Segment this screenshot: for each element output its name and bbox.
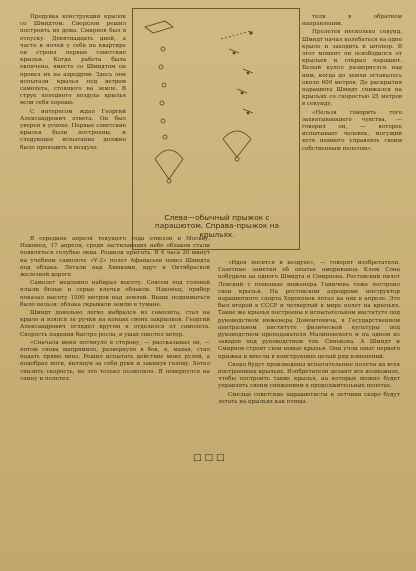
paragraph: Шмидт довольно легко выбрался из самолета, стал на крыло и взялся за ручки на концах своих закрылков. Георгий Александрович оглядел кругом и отделился от самолета. Скорость падения быстро росла, в ушах свистел ветер. (20, 310, 210, 338)
paragraph: Смелые советские парашютисты и летчики скоро будут летать на крыльях как птицы. (218, 391, 400, 405)
paragraph: «Сначала меня потянуло в сторону, — рассказывал он, — потом снова выпрямило, развернуло в бок, я, махая, стал падать прямо вниз. Решил испытать действие моих рулей, а подобрал ноги, вытянув за себя руки и закинув голову. Хотел снизить скорость, но это только позволяло. Я повернулся на спину и полетел. (20, 339, 210, 382)
paragraph: С интересом ждал Георгий Александрович ответа. Он был уверен в успехе. Первые советские крылья были построены, и следующее испытание должно было проходить в воздухе. (20, 108, 126, 151)
paragraph: В середине апреля текущего года отвезли в Москву. Наконец, 17 апреля, среди застилающих небо облаков стали появляться голубые окна. Решили прыгать. В 4 часа 20 минут на учебном самолете «У-2» полет Афанасьев повез Шмидта под облака. Летали над Химками, идут к Октябрьской железной дороге. (20, 236, 210, 279)
article-column-right-bottom (218, 260, 400, 407)
article-column-right-top (302, 14, 402, 154)
paragraph: Продувка конструкции крылок со Шмидтом. Сверхзон решил построить их дома. Смирнов был в отпуску. Девятнадцать дней, а часто и ночей у себя на квартире он строил первые советские крылья. Когда работа была окончена, вместе со Шмидтом он провел их на аэродром. Здесь они испытали крылья под ветром самолета, стоящего на земле. В струе холодного воздуха крылья вели себя хорошо. (20, 14, 126, 107)
paragraph: Пролетев несколько секунд, Шмидт начал колебаться на одно крыло и заходить в штопор. В этот момент он освободился от крыльев и открыл парашют. Белый купол развернулся над ним, когда до земли оставалось около 600 метров. До раскрытия парашюта Шмидт снижался на крыльях со скоростью 25 метров в секунду. (302, 29, 402, 108)
illustration-caption: Слева—обычный прыжок с парашютом. Справа-прыжок на крыльях. (154, 213, 280, 239)
paragraph: «Нельзя говорить того захватывающего чувства, — говорил он, — которое испытывает человек, могущий хотя немного управлять своим собственным полетом». (302, 109, 402, 152)
paragraph: «Идея носится в воздухе», — говорят изобретатели. Газетные заметки об опытах американца Клем Сона побудили на одного Шмидта и Смирнова. Ростовский пилот Левский с помощью инженера Ганичева тоже построил свои крылья. На ростовском аэродроме инструктор парашютного спорта Хорохонов летал на них в апреле. Это был второй в СССР и четвертый в мире полет на крыльях. Такие же крылья построены в испытательном институте под руководством инженера Домонтовича, в Государственном центральном институте физической культуры под руководством преподавателя Малиновского и на одном из заводов под руководством тов. Синькова. А Шмидт и Смирнов строят свои новые крылья. Они учли опыт первого прыжка и внесли в конструкцию целый ряд изменений. (218, 260, 400, 360)
section-end-ornament: □□□ (193, 453, 228, 463)
paragraph: Самолет медленно набирал высоту. Совсем под головой плыли белые и серые клочья облаков. Наконец, прибор показал высоту 1500 метров над землей. Выше подниматься было нельзя: облака скрывали землю в тумане. (20, 280, 210, 308)
paragraph: теля в обратном направлении. (302, 14, 402, 28)
paragraph: Скоро будут произведены испытательные полеты на всех построенных крыльях. Изобретатели делают все возможное, чтобы построить такие крылья, на которых можно будет управлять своим снижением в продолжительных полетах. (218, 361, 400, 390)
article-column-left-bottom (20, 236, 210, 384)
airplane-icon (145, 21, 173, 33)
article-column-left-top (20, 14, 126, 153)
